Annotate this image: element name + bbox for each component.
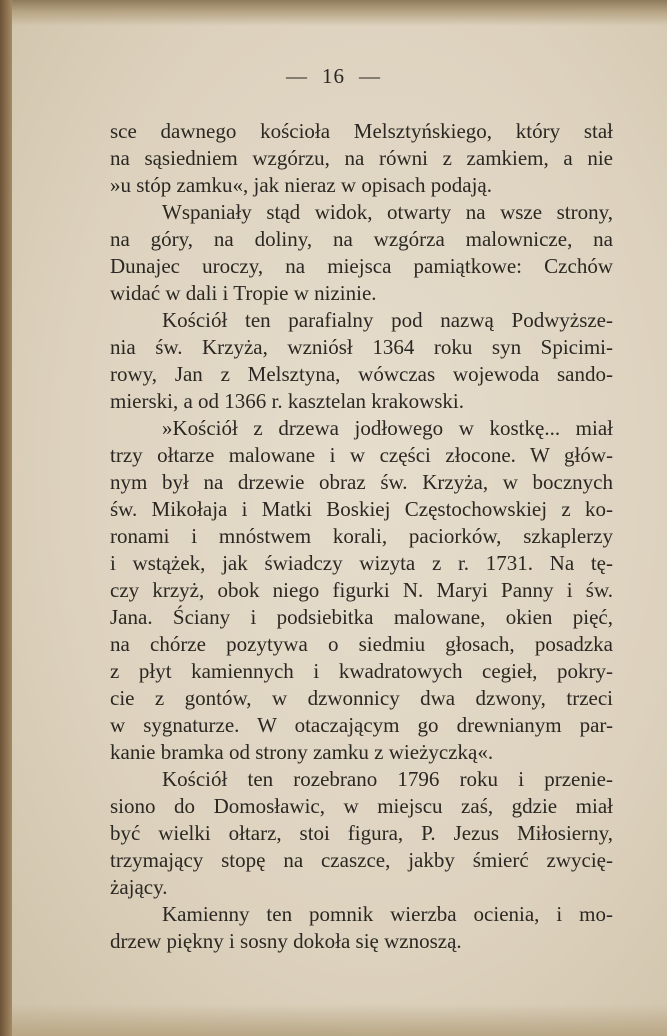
- text-line: na chórze pozytywa o siedmiu głosach, posadzka: [110, 632, 613, 656]
- text-line: »u stóp zamku«, jak nieraz w opisach podają.: [110, 173, 492, 197]
- text-line: trzy ołtarze malowane i w części złocone. W głów-: [110, 443, 613, 467]
- text-line: siono do Domosławic, w miejscu zaś, gdzie miał: [110, 794, 613, 818]
- text-line: Kościół ten parafialny pod nazwą Podwyższe-: [162, 308, 613, 332]
- text-line: nia św. Krzyża, wzniósł 1364 roku syn Spicimi-: [110, 335, 613, 359]
- text-line: na góry, na doliny, na wzgórza malownicze, na: [110, 227, 613, 251]
- page-number-value: 16: [322, 64, 345, 88]
- text-line: na sąsiedniem wzgórzu, na równi z zamkiem, a nie: [110, 146, 613, 170]
- text-line: ronami i mnóstwem korali, paciorków, szkaplerzy: [110, 524, 613, 548]
- text-line: trzymający stopę na czaszce, jakby śmierć zwycię-: [110, 848, 613, 872]
- text-line: nym był na drzewie obraz św. Krzyża, w bocznych: [110, 470, 613, 494]
- text-line: rowy, Jan z Melsztyna, wówczas wojewoda sando-: [110, 362, 613, 386]
- text-line: Kamienny ten pomnik wierzba ocienia, i mo-: [162, 902, 613, 926]
- text-line: kanie bramka od strony zamku z wieżyczką«.: [110, 740, 494, 764]
- body-text: [110, 118, 613, 955]
- text-line: cie z gontów, w dzwonnicy dwa dzwony, trzeci: [110, 686, 613, 710]
- text-line: Wspaniały stąd widok, otwarty na wsze strony,: [162, 200, 613, 224]
- text-line: żający.: [110, 875, 168, 899]
- page-number-dash-left: —: [286, 64, 308, 88]
- text-line: czy krzyż, obok niego figurki N. Maryi Panny i św.: [110, 578, 613, 602]
- text-line: drzew piękny i sosny dokoła się wznoszą.: [110, 929, 462, 953]
- text-line: z płyt kamiennych i kwadratowych cegieł, pokry-: [110, 659, 613, 683]
- text-line: w sygnaturze. W otaczającym go drewnianym par-: [110, 713, 613, 737]
- text-line: sce dawnego kościoła Melsztyńskiego, który stał: [110, 119, 613, 143]
- text-line: Kościół ten rozebrano 1796 roku i przenie-: [162, 767, 613, 791]
- page-top-edge: [12, 0, 667, 26]
- text-line: być wielki ołtarz, stoi figura, P. Jezus Miłosierny,: [110, 821, 613, 845]
- text-line: mierski, a od 1366 r. kasztelan krakowski.: [110, 389, 465, 413]
- text-line: św. Mikołaja i Matki Boskiej Częstochowskiej z ko-: [110, 497, 613, 521]
- text-line: widać w dali i Tropie w nizinie.: [110, 281, 377, 305]
- page-number-dash-right: —: [359, 64, 381, 88]
- page-bottom-edge: [12, 1004, 667, 1036]
- text-line: Dunajec uroczy, na miejsca pamiątkowe: Czchów: [110, 254, 613, 278]
- text-line: i wstążek, jak świadczy wizyta z r. 1731. Na tę-: [110, 551, 613, 575]
- page-number: [0, 64, 667, 89]
- book-spine-edge: [0, 0, 12, 1036]
- text-line: Jana. Ściany i podsiebitka malowane, okien pięć,: [110, 605, 613, 629]
- text-line: »Kościół z drzewa jodłowego w kostkę... miał: [162, 416, 613, 440]
